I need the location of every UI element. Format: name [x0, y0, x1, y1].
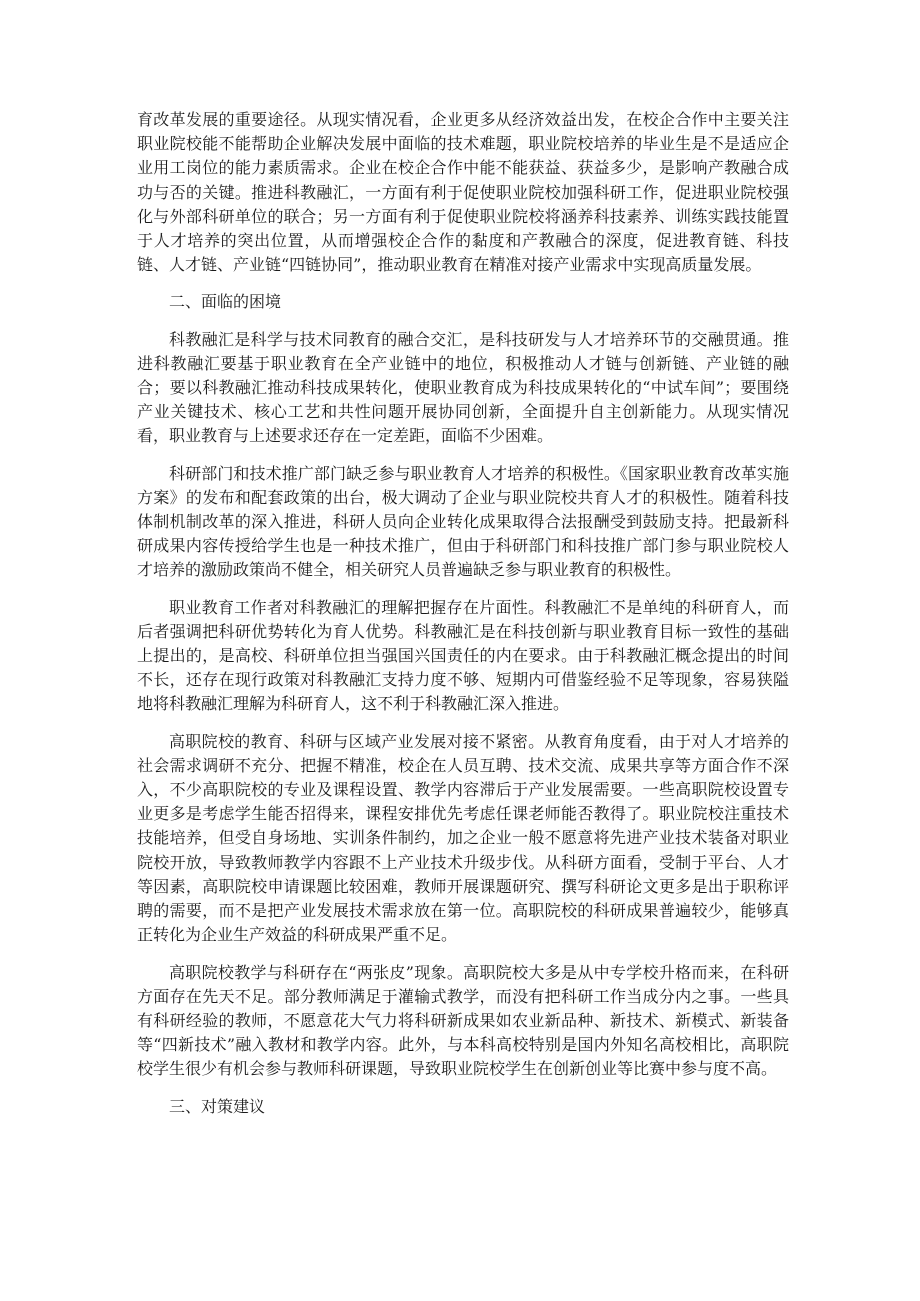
paragraph-intro-continued: 育改革发展的重要途径。从现实情况看，企业更多从经济效益出发，在校企合作中主要关注职业院校能不能帮助企业解决发展中面临的技术难题，职业院校培养的毕业生是不是适应企业用工岗位的能力素质需求。企业在校企合作中能不能获益、获益多少，是影响产教融合成功与否的关键。推进科教融汇，一方面有利于促使职业院校加强科研工作，促进职业院校强化与外部科研单位的联合；另一方面有利于促使职业院校将涵养科技素养、训练实践技能置于人才培养的突出位置，从而增强校企合作的黏度和产教融合的深度，促进教育链、科技链、人才链、产业链“四链协同”，推动职业教育在精准对接产业需求中实现高质量发展。	[137, 110, 789, 275]
paragraph-industry-docking: 高职院校的教育、科研与区域产业发展对接不紧密。从教育角度看，由于对人才培养的社会需求调研不充分、把握不精准，校企在人员互聘、技术交流、成果共享等方面合作不深入，不少高职院校的专业及课程设置、教学内容滞后于产业发展需要。一些高职院校设置专业更多是考虑学生能否招得来，课程安排优先考虑任课老师能否教得了。职业院校注重技术技能培养，但受自身场地、实训条件制约，加之企业一般不愿意将先进产业技术装备对职业院校开放，导致教师教学内容跟不上产业技术升级步伐。从科研方面看，受制于平台、人才等因素，高职院校申请课题比较困难，教师开展课题研究、撰写科研论文更多是出于职称评聘的需要，而不是把产业发展技术需求放在第一位。高职院校的科研成果普遍较少，能够真正转化为企业生产效益的科研成果严重不足。	[137, 731, 789, 945]
document-body	[137, 108, 789, 1132]
section-heading-suggestions: 三、对策建议	[169, 1096, 266, 1116]
paragraph-definition: 科教融汇是科学与技术同教育的融合交汇，是科技研发与人才培养环节的交融贯通。推进科教融汇要基于职业教育在全产业链中的地位，积极推动人才链与创新链、产业链的融合；要以科教融汇推动科技成果转化，使职业教育成为科技成果转化的“中试车间”；要围绕产业关键技术、核心工艺和共性问题开展协同创新，全面提升自主创新能力。从现实情况看，职业教育与上述要求还存在一定差距，面临不少困难。	[137, 329, 789, 446]
paragraph-understanding: 职业教育工作者对科教融汇的理解把握存在片面性。科教融汇不是单纯的科研育人，而后者强调把科研优势转化为育人优势。科教融汇是在科技创新与职业教育目标一致性的基础上提出的，是高校、科研单位担当强国兴国责任的内在要求。由于科教融汇概念提出的时间不长，还存在现行政策对科教融汇支持力度不够、短期内可借鉴经验不足等现象，容易狭隘地将科教融汇理解为科研育人，这不利于科教融汇深入推进。	[137, 597, 789, 714]
paragraph-two-skins: 高职院校教学与科研存在“两张皮”现象。高职院校大多是从中专学校升格而来，在科研方面存在先天不足。部分教师满足于灌输式教学，而没有把科研工作当成分内之事。一些具有科研经验的教师，不愿意花大气力将科研新成果如农业新品种、新技术、新模式、新装备等“四新技术”融入教材和教学内容。此外，与本科高校特别是国内外知名高校相比，高职院校学生很少有机会参与教师科研课题，导致职业院校学生在创新创业等比赛中参与度不高。	[137, 962, 789, 1079]
section-heading-challenges: 二、面临的困境	[169, 292, 282, 312]
paragraph-research-departments: 科研部门和技术推广部门缺乏参与职业教育人才培养的积极性。《国家职业教育改革实施方案》的发布和配套政策的出台，极大调动了企业与职业院校共育人才的积极性。随着科技体制机制改革的深入推进，科研人员向企业转化成果取得合法报酬受到鼓励支持。把最新科研成果内容传授给学生也是一种技术推广，但由于科研部门和科技推广部门参与职业院校人才培养的激励政策尚不健全，相关研究人员普遍缺乏参与职业教育的积极性。	[137, 463, 789, 580]
